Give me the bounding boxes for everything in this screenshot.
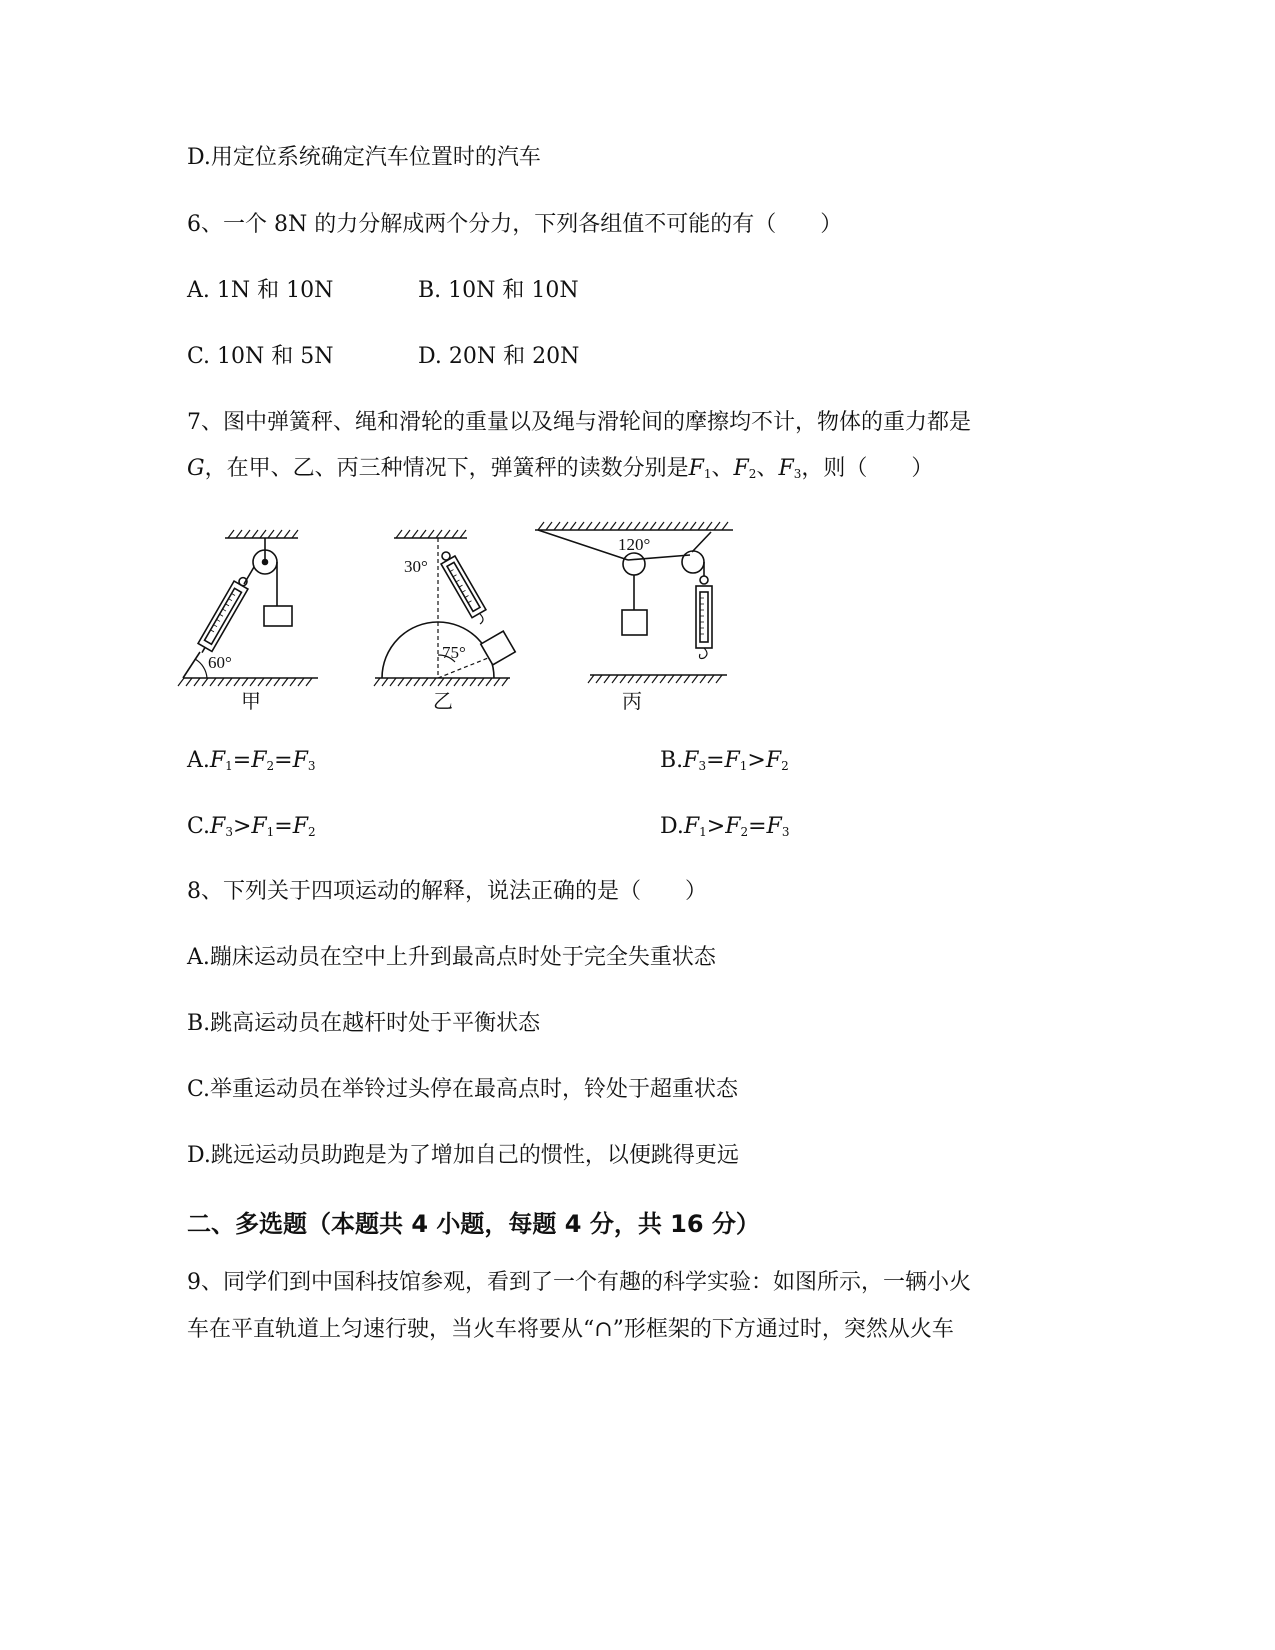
angle-120-label: 120° — [618, 535, 651, 554]
op: > — [232, 814, 252, 839]
q9-line1: 9、同学们到中国科技馆参观，看到了一个有趣的科学实验：如图所示，一辆小火 — [187, 1270, 971, 1295]
q7-stem-line1: 7、图中弹簧秤、绳和滑轮的重量以及绳与滑轮间的摩擦均不计，物体的重力都是 — [187, 410, 971, 435]
q5-option-d: D.用定位系统确定汽车位置时的汽车 — [187, 145, 541, 170]
q8-option-d: D.跳远运动员助跑是为了增加自己的惯性，以便跳得更远 — [187, 1143, 739, 1168]
q6-option-d: D. 20N 和 20N — [418, 344, 580, 369]
sub: 1 — [699, 825, 707, 839]
prefix: A. — [187, 748, 210, 773]
q6-option-b: B. 10N 和 10N — [418, 278, 579, 303]
var-f: F — [251, 814, 267, 839]
q8-option-c: C.举重运动员在举铃过头停在最高点时，铃处于超重状态 — [187, 1077, 739, 1102]
sub: 1 — [739, 759, 748, 773]
sep: 、 — [756, 456, 779, 481]
var-f: F — [210, 814, 226, 839]
var-g: G — [187, 456, 205, 481]
q7-stem-end: ，则（ ） — [801, 456, 934, 481]
q7-figure — [170, 510, 750, 720]
var-f: F — [724, 748, 740, 773]
q8-option-b: B.跳高运动员在越杆时处于平衡状态 — [187, 1011, 541, 1036]
sub: 1 — [266, 825, 275, 839]
sub: 3 — [225, 825, 233, 839]
var-f: F — [765, 748, 782, 773]
q7-option-b — [660, 746, 789, 781]
sub: 3 — [307, 759, 316, 773]
var-f: F — [766, 814, 782, 839]
var-f: F — [688, 456, 704, 481]
angle-30-label: 30° — [404, 557, 428, 576]
var-f: F — [292, 814, 308, 839]
sub: 2 — [740, 825, 749, 839]
sub: 2 — [781, 759, 789, 773]
q8-stem: 8、下列关于四项运动的解释，说法正确的是（ ） — [187, 879, 707, 904]
sep: 、 — [711, 456, 734, 481]
op: > — [706, 814, 726, 839]
sub: 1 — [225, 759, 233, 773]
var-f: F — [292, 748, 308, 773]
prefix: C. — [187, 814, 211, 839]
q7-stem-mid: ，在甲、乙、丙三种情况下，弹簧秤的读数分别是 — [204, 456, 689, 481]
sub: 2 — [748, 467, 757, 481]
q7-option-c — [187, 812, 316, 847]
var-f: F — [778, 456, 794, 481]
angle-60-label: 60° — [208, 653, 232, 672]
q7-stem-line2 — [187, 454, 933, 489]
q6-option-a: A. 1N 和 10N — [187, 278, 334, 303]
op: = — [706, 748, 725, 773]
q7-option-a — [187, 746, 315, 781]
angle-75-label: 75° — [442, 643, 466, 662]
sub: 2 — [266, 759, 275, 773]
label-bing: 丙 — [622, 691, 642, 713]
sub: 3 — [781, 825, 790, 839]
q8-option-a: A.蹦床运动员在空中上升到最高点时处于完全失重状态 — [187, 945, 716, 970]
var-f: F — [683, 748, 699, 773]
var-f: F — [725, 814, 741, 839]
label-yi: 乙 — [433, 691, 453, 713]
op: = — [748, 814, 767, 839]
sub: 3 — [698, 759, 707, 773]
op: = — [274, 748, 293, 773]
var-f: F — [683, 814, 700, 839]
var-f: F — [733, 456, 749, 481]
op: = — [274, 814, 293, 839]
var-f: F — [251, 748, 267, 773]
op: > — [747, 748, 766, 773]
q6-stem: 6、一个 8N 的力分解成两个分力，下列各组值不可能的有（ ） — [187, 212, 843, 237]
prefix: D. — [660, 814, 684, 839]
label-jia: 甲 — [241, 691, 261, 713]
var-f: F — [209, 748, 226, 773]
section-heading: 二、多选题（本题共 4 小题，每题 4 分，共 16 分） — [187, 1210, 760, 1238]
q9-line2: 车在平直轨道上匀速行驶，当火车将要从“∩”形框架的下方通过时，突然从火车 — [187, 1317, 954, 1342]
q6-option-c: C. 10N 和 5N — [187, 344, 334, 369]
q7-option-d — [660, 812, 789, 847]
op: = — [232, 748, 252, 773]
sub: 3 — [793, 467, 802, 481]
prefix: B. — [660, 748, 684, 773]
sub: 1 — [703, 467, 712, 481]
sub: 2 — [308, 825, 316, 839]
